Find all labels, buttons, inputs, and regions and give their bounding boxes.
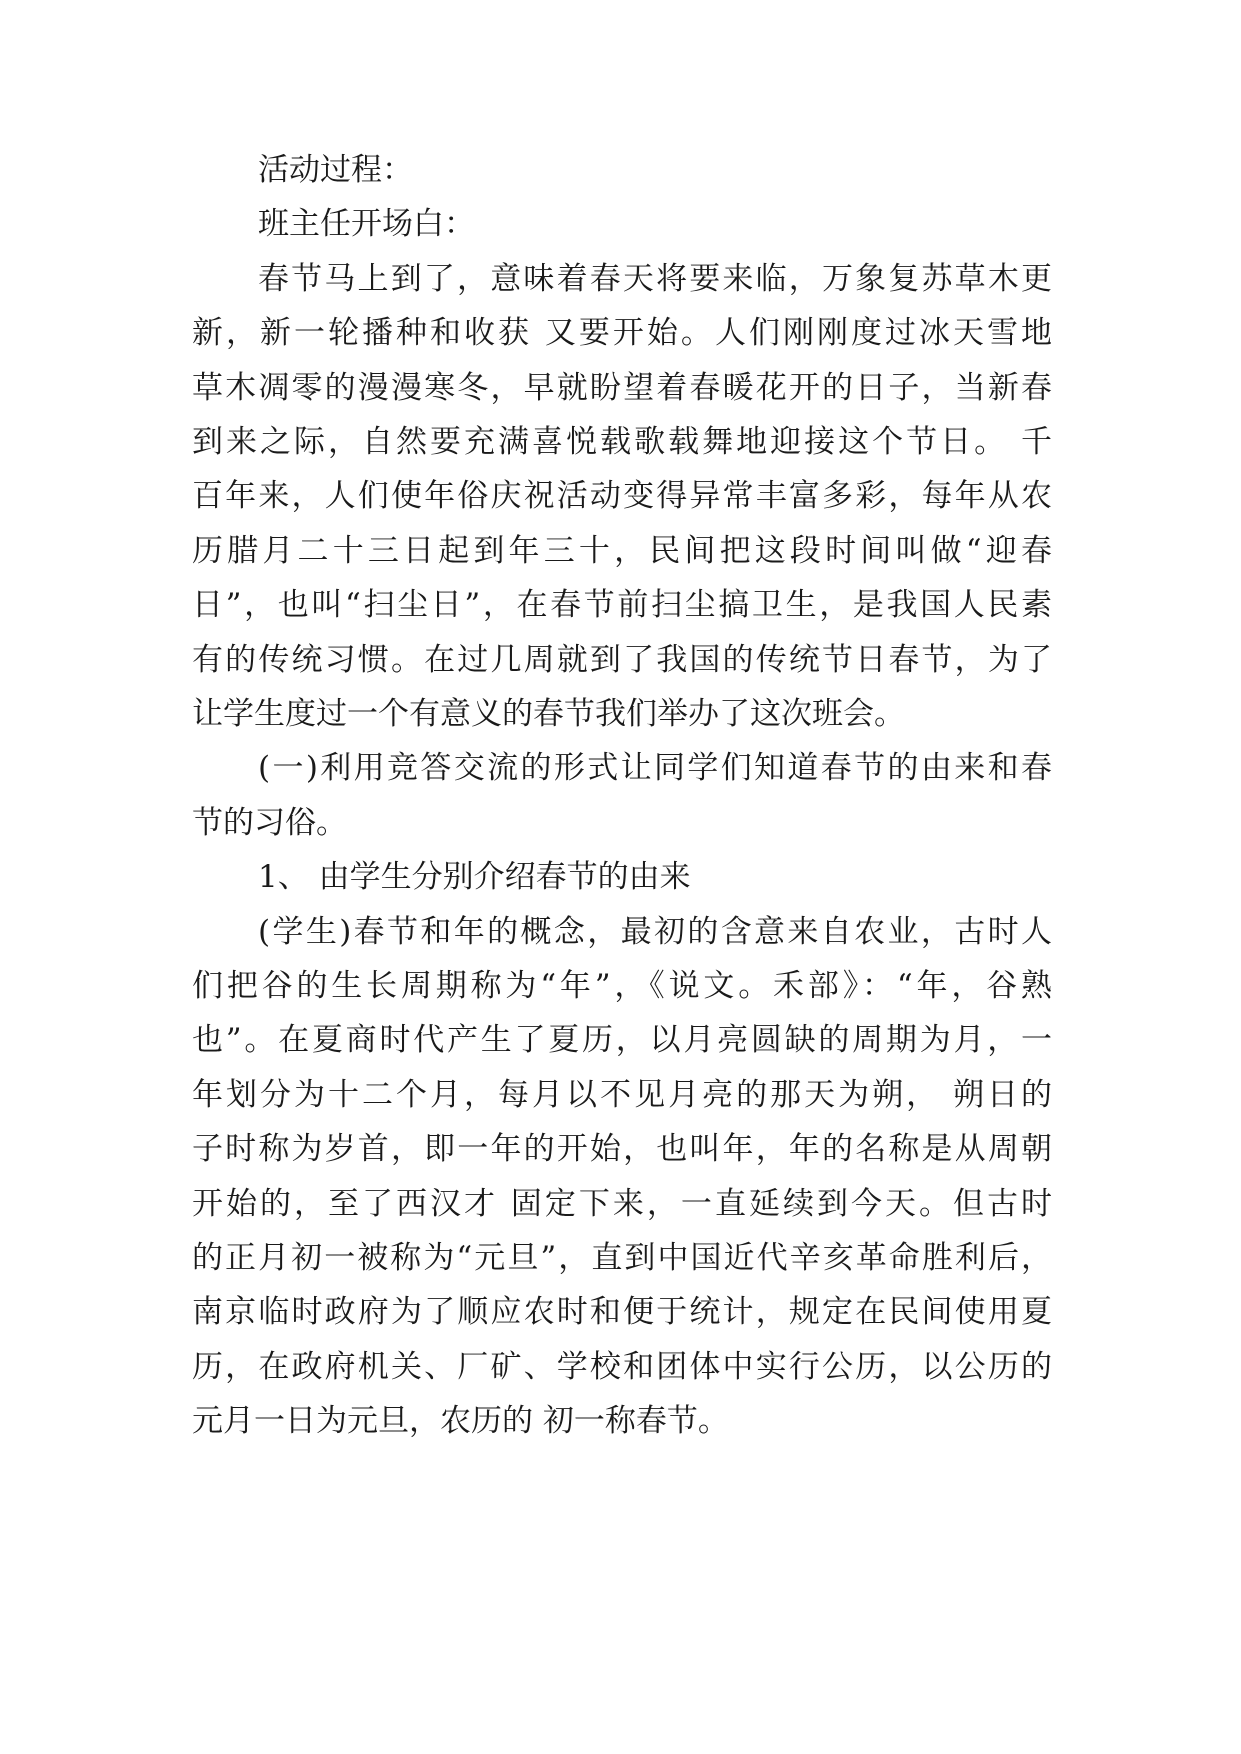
text-line: 让学生度过一个有意义的春节我们举办了这次班会。 xyxy=(192,696,905,732)
text-line: 开始的，至了西汉才 固定下来，一直延续到今天。但古时 xyxy=(192,1186,1052,1222)
text-line: 年划分为十二个月，每月以不见月亮的那天为朔， 朔日的 xyxy=(192,1077,1052,1113)
text-line: 春节马上到了，意味着春天将要来临，万象复苏草木更 xyxy=(258,261,1052,297)
text-line: 节的习俗。 xyxy=(192,805,347,841)
text-line: (一)利用竞答交流的形式让同学们知道春节的由来和春 xyxy=(258,750,1052,786)
text-line: (学生)春节和年的概念，最初的含意来自农业，古时人 xyxy=(258,914,1052,950)
text-line: 班主任开场白： xyxy=(258,206,475,242)
text-line: 子时称为岁首，即一年的开始，也叫年，年的名称是从周朝 xyxy=(192,1131,1052,1167)
text-line: 历腊月二十三日起到年三十，民间把这段时间叫做“迎春 xyxy=(192,533,1052,569)
text-line: 新，新一轮播种和收获 又要开始。人们刚刚度过冰天雪地 xyxy=(192,315,1052,351)
text-line: 有的传统习惯。在过几周就到了我国的传统节日春节，为了 xyxy=(192,642,1052,678)
text-line: 南京临时政府为了顺应农时和便于统计，规定在民间使用夏 xyxy=(192,1294,1052,1330)
text-line: 到来之际，自然要充满喜悦载歌载舞地迎接这个节日。 千 xyxy=(192,424,1052,460)
text-line: 元月一日为元旦，农历的 初一称春节。 xyxy=(192,1403,729,1439)
text-line: 的正月初一被称为“元旦”，直到中国近代辛亥革命胜利后， xyxy=(192,1240,1052,1276)
text-line: 草木凋零的漫漫寒冬，早就盼望着春暖花开的日子，当新春 xyxy=(192,370,1052,406)
text-line: 也”。在夏商时代产生了夏历，以月亮圆缺的周期为月，一 xyxy=(192,1022,1052,1058)
text-line: 历，在政府机关、厂矿、学校和团体中实行公历，以公历的 xyxy=(192,1349,1052,1385)
text-line: 活动过程： xyxy=(258,152,413,188)
text-line: 1、 由学生分别介绍春节的由来 xyxy=(258,859,691,895)
text-line: 百年来，人们使年俗庆祝活动变得异常丰富多彩，每年从农 xyxy=(192,478,1052,514)
text-line: 日”，也叫“扫尘日”，在春节前扫尘搞卫生，是我国人民素 xyxy=(192,587,1052,623)
text-line: 们把谷的生长周期称为“年”，《说文。禾部》：“年，谷熟 xyxy=(192,968,1052,1004)
